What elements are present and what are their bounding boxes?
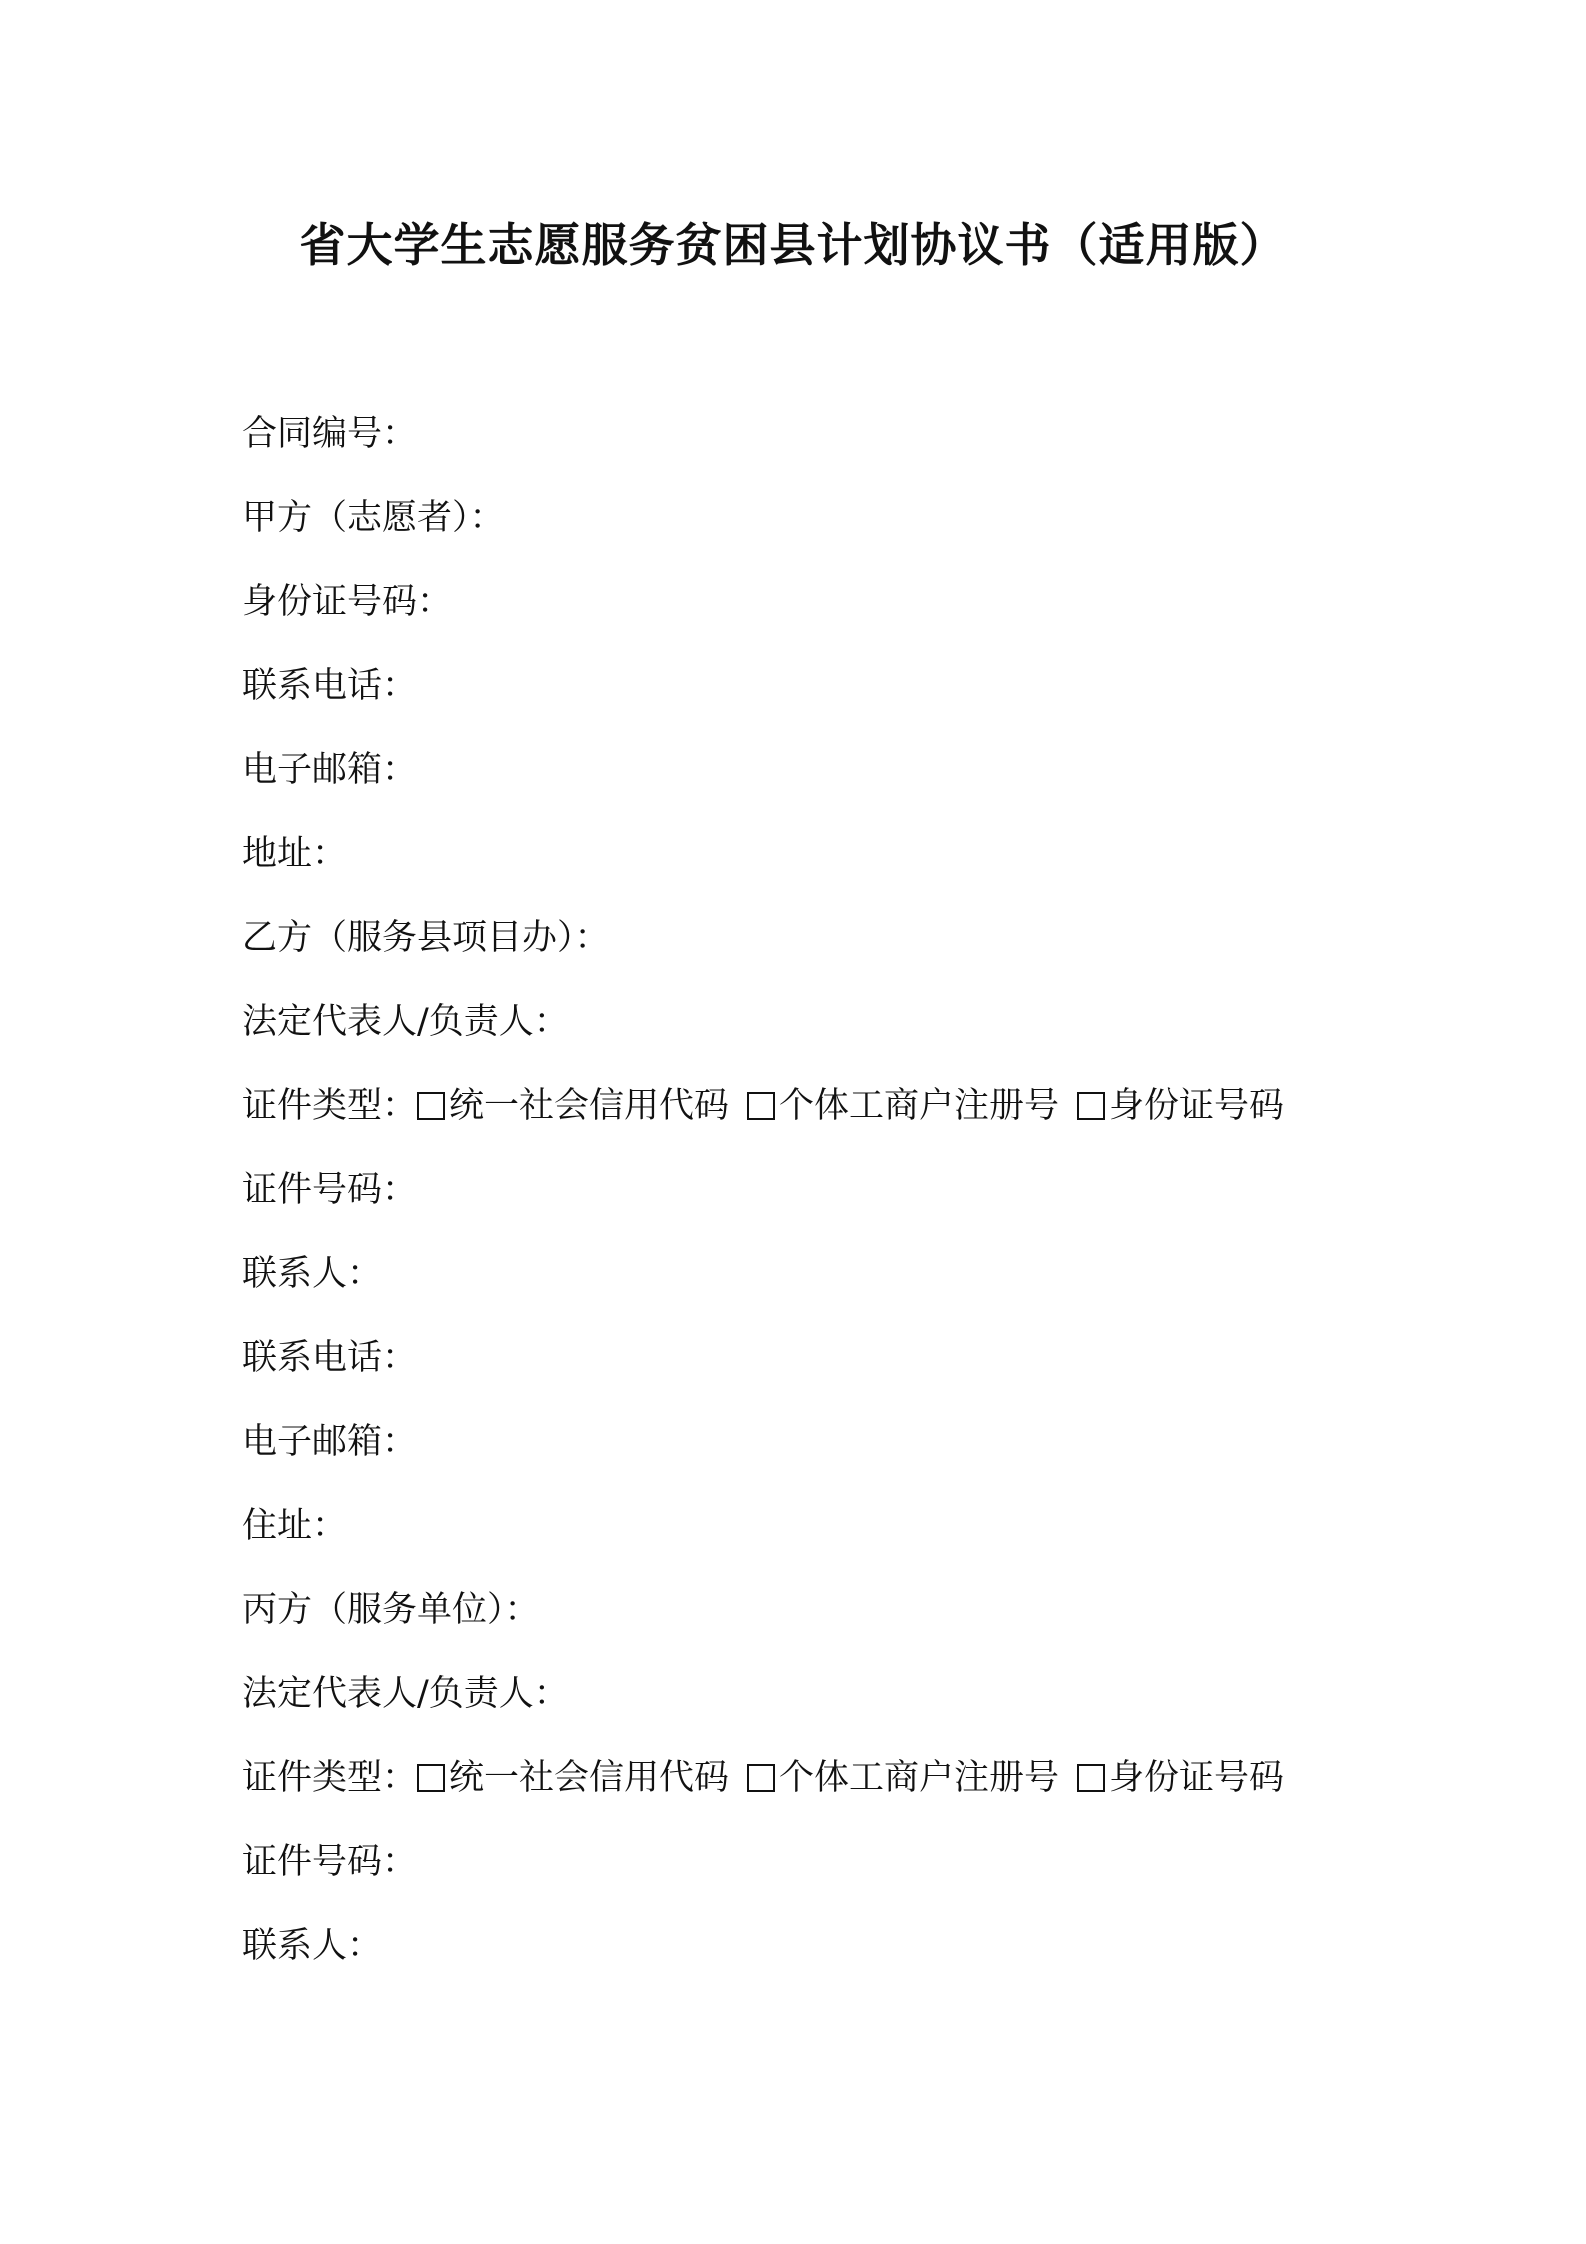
- id-type-option[interactable]: [747, 1076, 1059, 1136]
- document-title: 省大学生志愿服务贫困县计划协议书（适用版）: [299, 218, 1287, 272]
- option-label: 身份证号码: [1109, 1758, 1285, 1798]
- field-label: 乙方（服务县项目办）：: [242, 918, 610, 958]
- checkbox-icon[interactable]: [417, 1764, 445, 1792]
- option-label: 个体工商户注册号: [779, 1086, 1060, 1126]
- field-party-c-id-type: [242, 1748, 1442, 1832]
- checkbox-icon[interactable]: [417, 1092, 445, 1120]
- field-party-b-contact: [242, 1244, 1442, 1328]
- id-type-option[interactable]: [417, 1076, 729, 1136]
- option-label: 统一社会信用代码: [449, 1086, 730, 1126]
- field-label: 法定代表人/负责人：: [242, 1002, 569, 1042]
- field-party-b-id-type: [242, 1076, 1442, 1160]
- field-label: 甲方（志愿者）：: [242, 498, 505, 538]
- field-party-b-phone: [242, 1328, 1442, 1412]
- field-party-a-email: [242, 740, 1442, 824]
- field-party-c-id-number: [242, 1832, 1442, 1916]
- field-label: 合同编号：: [242, 414, 418, 454]
- field-party-b-id-number: [242, 1160, 1442, 1244]
- field-contract-number: [242, 404, 1442, 488]
- field-label: 联系电话：: [242, 1338, 418, 1378]
- field-label: 住址：: [242, 1506, 348, 1546]
- id-type-option[interactable]: [1077, 1076, 1284, 1136]
- id-type-option[interactable]: [1077, 1748, 1284, 1808]
- field-party-c-legal-rep: [242, 1664, 1442, 1748]
- field-party-a-id-number: [242, 572, 1442, 656]
- field-party-a: [242, 488, 1442, 572]
- field-label: 丙方（服务单位）：: [242, 1590, 540, 1630]
- field-label: 联系人：: [242, 1254, 383, 1294]
- option-label: 身份证号码: [1109, 1086, 1285, 1126]
- field-party-c-contact: [242, 1916, 1442, 2000]
- id-type-option[interactable]: [747, 1748, 1059, 1808]
- option-label: 统一社会信用代码: [449, 1758, 730, 1798]
- checkbox-icon[interactable]: [1077, 1764, 1105, 1792]
- checkbox-icon[interactable]: [747, 1764, 775, 1792]
- field-label: 地址：: [242, 834, 348, 874]
- id-type-option[interactable]: [417, 1748, 729, 1808]
- option-label: 个体工商户注册号: [779, 1758, 1060, 1798]
- checkbox-icon[interactable]: [747, 1092, 775, 1120]
- checkbox-icon[interactable]: [1077, 1092, 1105, 1120]
- field-label: 证件号码：: [242, 1842, 418, 1882]
- field-party-a-address: [242, 824, 1442, 908]
- field-label: 证件号码：: [242, 1170, 418, 1210]
- field-party-b-address: [242, 1496, 1442, 1580]
- field-label: 身份证号码：: [242, 582, 453, 622]
- field-label: 法定代表人/负责人：: [242, 1674, 569, 1714]
- field-label: 电子邮箱：: [242, 750, 418, 790]
- field-party-a-phone: [242, 656, 1442, 740]
- field-party-b-email: [242, 1412, 1442, 1496]
- field-label: 证件类型：: [242, 1758, 418, 1798]
- party-info-fields: [242, 404, 1442, 2000]
- field-label: 证件类型：: [242, 1086, 418, 1126]
- field-label: 电子邮箱：: [242, 1422, 418, 1462]
- field-party-b-legal-rep: [242, 992, 1442, 1076]
- field-label: 联系电话：: [242, 666, 418, 706]
- field-label: 联系人：: [242, 1926, 383, 1966]
- field-party-b: [242, 908, 1442, 992]
- field-party-c: [242, 1580, 1442, 1664]
